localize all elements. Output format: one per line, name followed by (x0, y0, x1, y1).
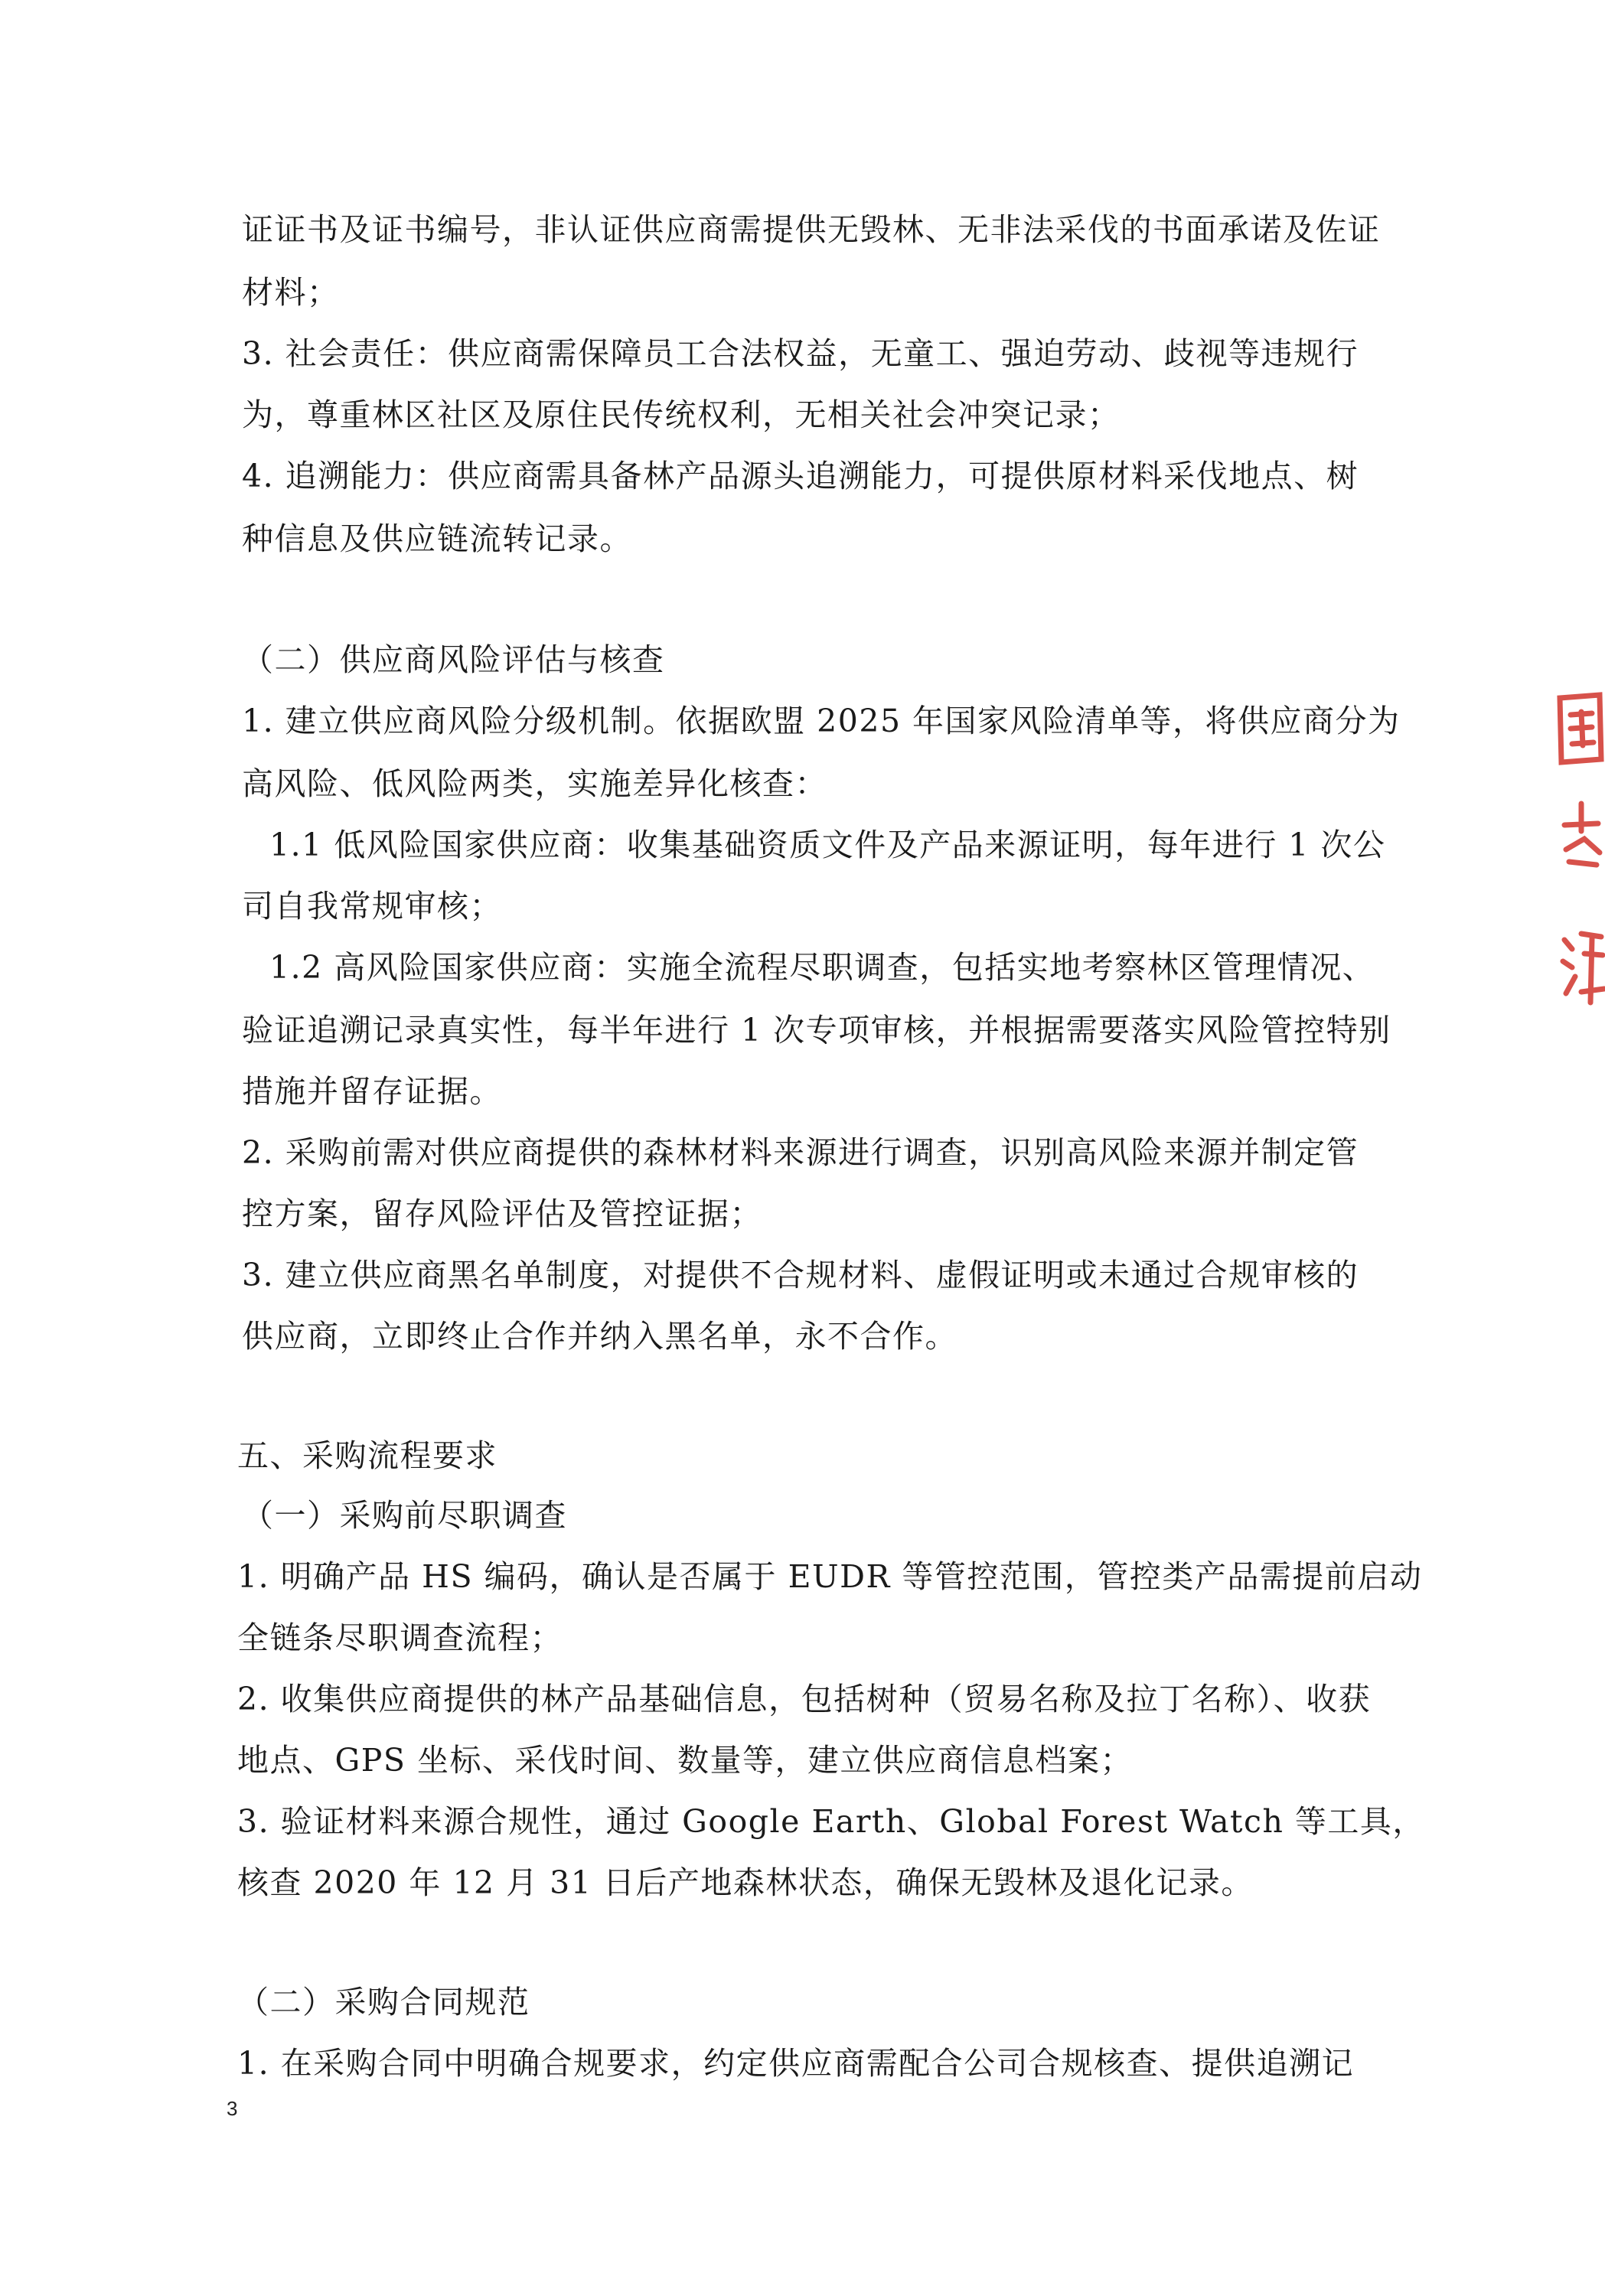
text-line: 为，尊重林区社区及原住民传统权利，无相关社会冲突记录； (242, 396, 1121, 433)
text-line: 全链条尽职调查流程； (237, 1619, 563, 1656)
seal-glyph-2 (1564, 804, 1600, 865)
text-line: 1. 建立供应商风险分级机制。依据欧盟 2025 年国家风险清单等，将供应商分为 (242, 703, 1401, 739)
text-line: 证证书及证书编号，非认证供应商需提供无毁林、无非法采伐的书面承诺及佐证 (242, 211, 1381, 248)
text-line: 1.1 低风险国家供应商：收集基础资质文件及产品来源证明，每年进行 1 次公 (269, 827, 1386, 863)
text-line: 2. 收集供应商提供的林产品基础信息，包括树种（贸易名称及拉丁名称）、收获 (237, 1681, 1372, 1717)
text-line: 措施并留存证据。 (242, 1073, 502, 1110)
text-line: 3. 验证材料来源合规性，通过 Google Earth、Global Forest Watch 等工具， (237, 1803, 1425, 1840)
text-line: 验证追溯记录真实性，每半年进行 1 次专项审核，并根据需要落实风险管控特别 (242, 1012, 1391, 1049)
text-line: 4. 追溯能力：供应商需具备林产品源头追溯能力，可提供原材料采伐地点、树 (242, 458, 1359, 494)
text-line: 高风险、低风险两类，实施差异化核查： (242, 765, 827, 802)
text-line: 供应商，立即终止合作并纳入黑名单，永不合作。 (242, 1318, 957, 1355)
text-line: 1. 明确产品 HS 编码，确认是否属于 EUDR 等管控范围，管控类产品需提前启动 (237, 1558, 1423, 1595)
text-line: 材料； (242, 274, 340, 311)
text-line: 种信息及供应链流转记录。 (242, 520, 632, 557)
text-line: 1. 在采购合同中明确合规要求，约定供应商需配合公司合规核查、提供追溯记 (237, 2045, 1355, 2082)
text-line: 3. 建立供应商黑名单制度，对提供不合规材料、虚假证明或未通过合规审核的 (242, 1257, 1359, 1293)
text-line: 2. 采购前需对供应商提供的森林材料来源进行调查，识别高风险来源并制定管 (242, 1134, 1359, 1171)
text-line: 1.2 高风险国家供应商：实施全流程尽职调查，包括实地考察林区管理情况、 (269, 949, 1375, 986)
text-line: 地点、GPS 坐标、采伐时间、数量等，建立供应商信息档案； (237, 1742, 1133, 1779)
text-line: 司自我常规审核； (242, 888, 502, 925)
page-number: 3 (227, 2097, 238, 2120)
section-heading: （一）采购前尽职调查 (242, 1497, 567, 1534)
text-line: 控方案，留存风险评估及管控证据； (242, 1195, 762, 1232)
text-line: 3. 社会责任：供应商需保障员工合法权益，无童工、强迫劳动、歧视等违规行 (242, 335, 1359, 372)
section-heading: （二）供应商风险评估与核查 (242, 641, 665, 678)
text-line: 核查 2020 年 12 月 31 日后产地森林状态，确保无毁林及退化记录。 (237, 1864, 1254, 1901)
section-heading: （二）采购合同规范 (237, 1984, 530, 2020)
seal-glyph-1 (1560, 695, 1601, 762)
chapter-heading: 五、采购流程要求 (237, 1437, 497, 1474)
seal-stamp-icon (1554, 689, 1605, 1026)
seal-glyph-3 (1563, 934, 1604, 1003)
